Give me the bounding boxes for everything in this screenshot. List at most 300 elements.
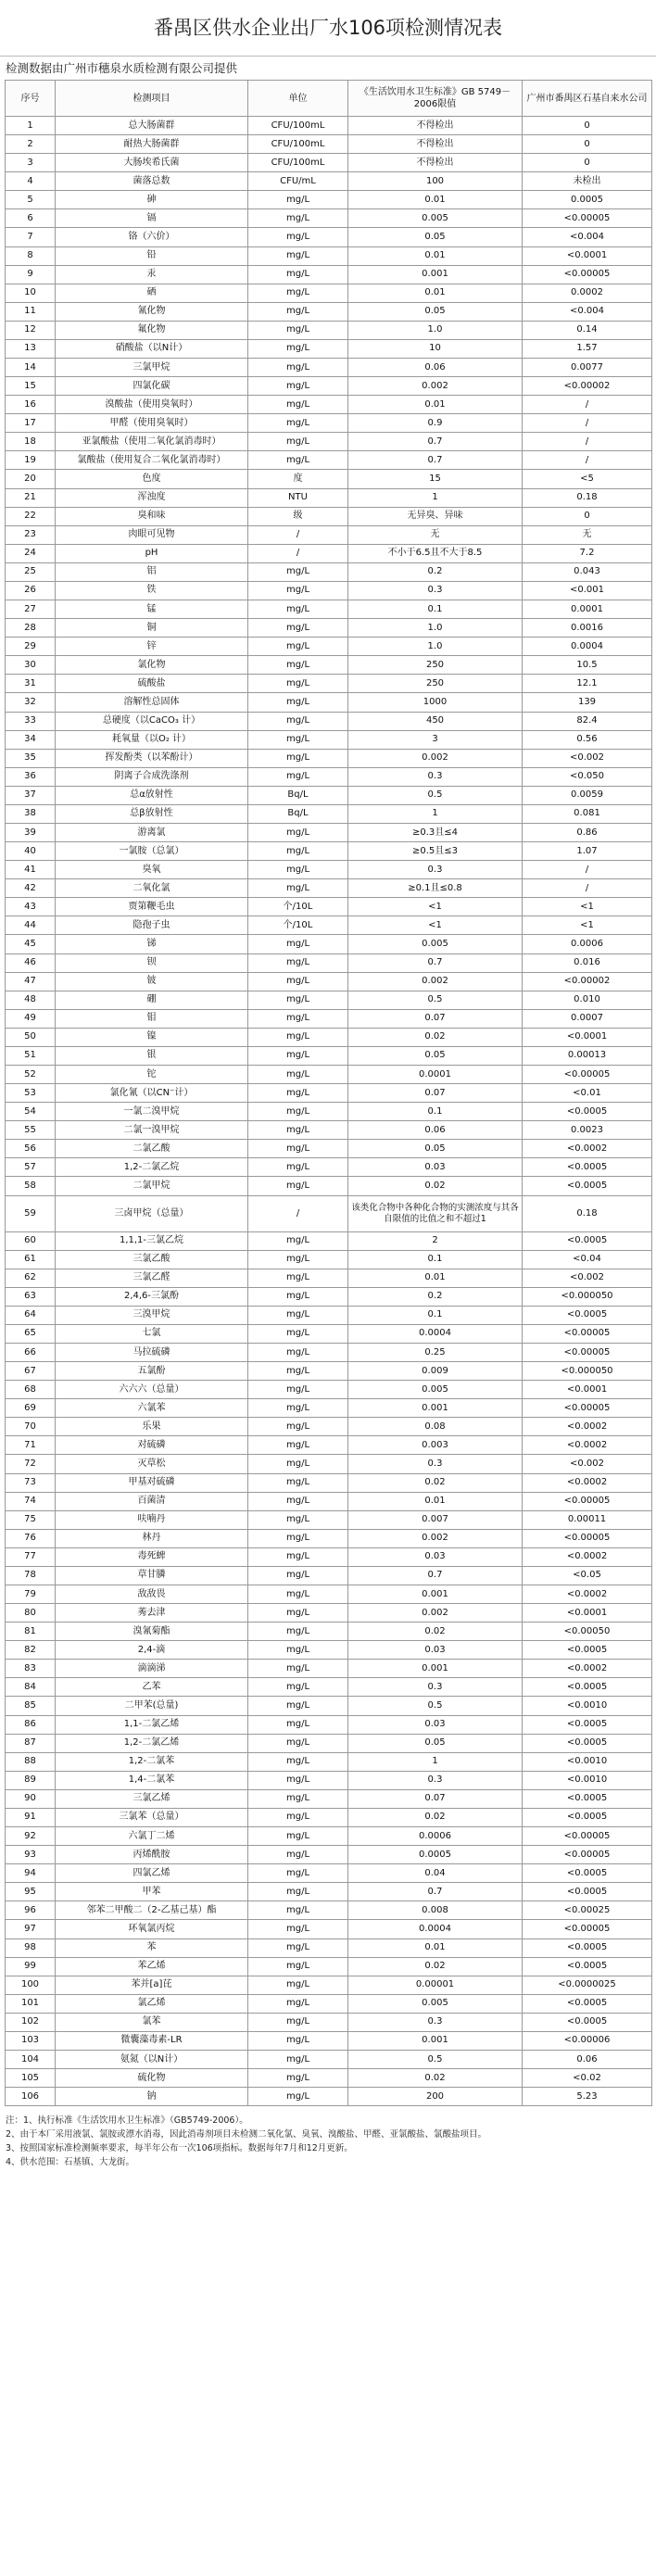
- test-result: 0: [523, 135, 652, 154]
- test-item: 马拉硫磷: [56, 1344, 248, 1362]
- table-row: [6, 600, 652, 619]
- standard-limit: 0.002: [348, 1604, 523, 1623]
- unit: mg/L: [248, 433, 348, 451]
- test-result: 0.18: [523, 488, 652, 507]
- unit: mg/L: [248, 1381, 348, 1399]
- unit: mg/L: [248, 1287, 348, 1306]
- test-item: 贾第鞭毛虫: [56, 898, 248, 916]
- row-number: 65: [6, 1324, 56, 1343]
- row-number: 45: [6, 935, 56, 953]
- test-item: 钼: [56, 1009, 248, 1028]
- test-result: 0.56: [523, 730, 652, 749]
- test-result: 0.043: [523, 562, 652, 581]
- table-row: [6, 1697, 652, 1715]
- unit: mg/L: [248, 1697, 348, 1715]
- row-number: 1: [6, 117, 56, 135]
- table-row: [6, 916, 652, 935]
- standard-limit: 不得检出: [348, 117, 523, 135]
- row-number: 80: [6, 1604, 56, 1623]
- unit: mg/L: [248, 1976, 348, 1994]
- test-result: <0.002: [523, 749, 652, 767]
- standard-limit: 1: [348, 1752, 523, 1771]
- standard-limit: 0.7: [348, 433, 523, 451]
- test-result: <0.0005: [523, 1103, 652, 1121]
- standard-limit: 0.001: [348, 1585, 523, 1604]
- row-number: 75: [6, 1510, 56, 1529]
- table-row: [6, 730, 652, 749]
- test-item: 三氯甲烷: [56, 359, 248, 377]
- table-row: [6, 1715, 652, 1734]
- test-result: 0.86: [523, 823, 652, 841]
- test-item: 总硬度（以CaCO₃ 计）: [56, 712, 248, 730]
- test-item: 四氯乙烯: [56, 1864, 248, 1883]
- test-item: 百菌清: [56, 1492, 248, 1510]
- table-row: [6, 2050, 652, 2068]
- table-row: [6, 544, 652, 562]
- test-result: <0.0002: [523, 1473, 652, 1492]
- test-result: /: [523, 451, 652, 470]
- row-number: 52: [6, 1065, 56, 1083]
- row-number: 23: [6, 525, 56, 544]
- row-number: 91: [6, 1808, 56, 1826]
- row-number: 70: [6, 1418, 56, 1436]
- unit: 个/10L: [248, 898, 348, 916]
- test-result: <0.00025: [523, 1901, 652, 1920]
- standard-limit: 0.007: [348, 1510, 523, 1529]
- standard-limit: 0.9: [348, 414, 523, 433]
- test-item: 甲醛（使用臭氧时）: [56, 414, 248, 433]
- test-result: <0.00005: [523, 265, 652, 284]
- unit: mg/L: [248, 953, 348, 972]
- row-number: 95: [6, 1883, 56, 1901]
- test-item: 敌敌畏: [56, 1585, 248, 1604]
- unit: NTU: [248, 488, 348, 507]
- test-item: 锰: [56, 600, 248, 619]
- test-result: <0.0005: [523, 1158, 652, 1177]
- unit: mg/L: [248, 2013, 348, 2031]
- table-row: [6, 1604, 652, 1623]
- test-item: 灭草松: [56, 1455, 248, 1473]
- row-number: 13: [6, 339, 56, 358]
- unit: mg/L: [248, 321, 348, 339]
- note-2: 2、由于本厂采用液氯、氯胺或漂水消毒，因此消毒剂项目未检测二氧化氯、臭氧、溴酸盐、甲醛、亚氯酸盐、氯酸盐项目。: [6, 2129, 487, 2140]
- standard-limit: 0.3: [348, 2013, 523, 2031]
- standard-limit: 0.7: [348, 451, 523, 470]
- standard-limit: 0.1: [348, 1306, 523, 1324]
- test-result: <0.0005: [523, 1678, 652, 1697]
- unit: mg/L: [248, 1547, 348, 1566]
- unit: mg/L: [248, 581, 348, 600]
- row-number: 67: [6, 1362, 56, 1381]
- standard-limit: 0.002: [348, 1529, 523, 1547]
- standard-limit: 200: [348, 2088, 523, 2106]
- standard-limit: 0.001: [348, 1660, 523, 1678]
- test-result: <0.00005: [523, 209, 652, 228]
- test-result: 1.57: [523, 339, 652, 358]
- test-result: 0.0023: [523, 1121, 652, 1140]
- unit: mg/L: [248, 1492, 348, 1510]
- unit: mg/L: [248, 693, 348, 712]
- table-row: [6, 1140, 652, 1158]
- test-item: 氨氮（以N计）: [56, 2050, 248, 2068]
- standard-limit: 100: [348, 172, 523, 191]
- test-item: 1,2-二氯乙烯: [56, 1734, 248, 1752]
- table-row: [6, 339, 652, 358]
- table-row: [6, 879, 652, 898]
- unit: mg/L: [248, 712, 348, 730]
- test-result: <0.00002: [523, 972, 652, 991]
- row-number: 30: [6, 656, 56, 675]
- test-result: 0.0077: [523, 359, 652, 377]
- data-source-line: 检测数据由广州市穗泉水质检测有限公司提供: [0, 56, 656, 80]
- row-number: 72: [6, 1455, 56, 1473]
- standard-limit: ≥0.1且≤0.8: [348, 879, 523, 898]
- row-number: 29: [6, 638, 56, 656]
- standard-limit: 0.07: [348, 1789, 523, 1808]
- standard-limit: 0.3: [348, 1678, 523, 1697]
- test-result: 0.18: [523, 1195, 652, 1231]
- test-result: <1: [523, 898, 652, 916]
- table-row: [6, 1009, 652, 1028]
- test-result: <0.00005: [523, 1827, 652, 1846]
- unit: /: [248, 1195, 348, 1231]
- test-item: 氯化氰（以CN⁻计）: [56, 1084, 248, 1103]
- test-result: <0.00050: [523, 1623, 652, 1641]
- unit: CFU/mL: [248, 172, 348, 191]
- row-number: 77: [6, 1547, 56, 1566]
- test-item: 1,1-二氯乙烯: [56, 1715, 248, 1734]
- unit: mg/L: [248, 228, 348, 246]
- table-row: [6, 209, 652, 228]
- table-row: [6, 712, 652, 730]
- table-row: [6, 1306, 652, 1324]
- table-row: [6, 117, 652, 135]
- table-row: [6, 1418, 652, 1436]
- table-row: [6, 935, 652, 953]
- standard-limit: 无异臭、异味: [348, 507, 523, 525]
- standard-limit: 0.05: [348, 1734, 523, 1752]
- row-number: 68: [6, 1381, 56, 1399]
- table-row: [6, 842, 652, 861]
- test-item: 1,1,1-三氯乙烷: [56, 1231, 248, 1250]
- row-number: 62: [6, 1269, 56, 1287]
- test-item: 大肠埃希氏菌: [56, 154, 248, 172]
- row-number: 19: [6, 451, 56, 470]
- table-row: [6, 1883, 652, 1901]
- table-row: [6, 1808, 652, 1826]
- row-number: 97: [6, 1920, 56, 1938]
- row-number: 14: [6, 359, 56, 377]
- standard-limit: 0.03: [348, 1547, 523, 1566]
- table-row: [6, 1994, 652, 2013]
- row-number: 11: [6, 302, 56, 321]
- unit: mg/L: [248, 2031, 348, 2050]
- test-result: <0.02: [523, 2069, 652, 2088]
- test-result: /: [523, 396, 652, 414]
- row-number: 44: [6, 916, 56, 935]
- row-number: 36: [6, 767, 56, 786]
- note-1: 注：1、执行标准《生活饮用水卫生标准》（GB5749-2006）。: [6, 2115, 248, 2127]
- table-row: [6, 1957, 652, 1976]
- unit: mg/L: [248, 265, 348, 284]
- unit: 级: [248, 507, 348, 525]
- test-item: 硫化物: [56, 2069, 248, 2088]
- test-item: 二氯一溴甲烷: [56, 1121, 248, 1140]
- test-item: 溴氰菊酯: [56, 1623, 248, 1641]
- unit: mg/L: [248, 1752, 348, 1771]
- unit: mg/L: [248, 1177, 348, 1195]
- test-item: 汞: [56, 265, 248, 284]
- table-row: [6, 1901, 652, 1920]
- test-result: <0.0001: [523, 246, 652, 265]
- standard-limit: 10: [348, 339, 523, 358]
- standard-limit: 0.002: [348, 377, 523, 396]
- standard-limit: 3: [348, 730, 523, 749]
- row-number: 84: [6, 1678, 56, 1697]
- table-row: [6, 1641, 652, 1660]
- unit: Bq/L: [248, 804, 348, 823]
- table-row: [6, 1734, 652, 1752]
- unit: mg/L: [248, 1920, 348, 1938]
- standard-limit: 0.03: [348, 1158, 523, 1177]
- test-result: <0.0005: [523, 2013, 652, 2031]
- test-result: <0.0010: [523, 1697, 652, 1715]
- unit: mg/L: [248, 1883, 348, 1901]
- test-result: /: [523, 433, 652, 451]
- unit: CFU/100mL: [248, 117, 348, 135]
- standard-limit: 0.1: [348, 1250, 523, 1269]
- standard-limit: 0.0001: [348, 1065, 523, 1083]
- row-number: 26: [6, 581, 56, 600]
- test-result: <0.0005: [523, 1883, 652, 1901]
- standard-limit: 0.009: [348, 1362, 523, 1381]
- row-number: 37: [6, 786, 56, 804]
- test-result: 0.010: [523, 991, 652, 1009]
- table-row: [6, 1920, 652, 1938]
- standard-limit: 0.00001: [348, 1976, 523, 1994]
- standard-limit: 0.07: [348, 1084, 523, 1103]
- table-row: [6, 359, 652, 377]
- test-result: <0.0002: [523, 1585, 652, 1604]
- test-item: 肉眼可见物: [56, 525, 248, 544]
- test-result: <0.00005: [523, 1846, 652, 1864]
- table-row: [6, 321, 652, 339]
- standard-limit: 250: [348, 656, 523, 675]
- row-number: 10: [6, 284, 56, 302]
- table-row: [6, 1529, 652, 1547]
- standard-limit: 250: [348, 675, 523, 693]
- standard-limit: 0.02: [348, 1177, 523, 1195]
- test-item: 苯乙烯: [56, 1957, 248, 1976]
- standard-limit: 0.3: [348, 1455, 523, 1473]
- row-number: 48: [6, 991, 56, 1009]
- unit: mg/L: [248, 1250, 348, 1269]
- test-result: 0.00013: [523, 1046, 652, 1065]
- standard-limit: 0.001: [348, 265, 523, 284]
- test-item: 钠: [56, 2088, 248, 2106]
- test-result: 0.0007: [523, 1009, 652, 1028]
- row-number: 40: [6, 842, 56, 861]
- table-row: [6, 1287, 652, 1306]
- unit: mg/L: [248, 1455, 348, 1473]
- standard-limit: 0.03: [348, 1641, 523, 1660]
- test-item: 银: [56, 1046, 248, 1065]
- standard-limit: 0.08: [348, 1418, 523, 1436]
- standard-limit: 0.03: [348, 1715, 523, 1734]
- standard-limit: 0.05: [348, 228, 523, 246]
- test-item: 氯酸盐（使用复合二氧化氯消毒时）: [56, 451, 248, 470]
- unit: mg/L: [248, 396, 348, 414]
- test-result: 10.5: [523, 656, 652, 675]
- test-item: 一氯胺（总氯）: [56, 842, 248, 861]
- unit: mg/L: [248, 730, 348, 749]
- row-number: 43: [6, 898, 56, 916]
- unit: mg/L: [248, 1660, 348, 1678]
- test-result: <0.0005: [523, 1808, 652, 1826]
- table-row: [6, 488, 652, 507]
- row-number: 49: [6, 1009, 56, 1028]
- test-result: 0: [523, 117, 652, 135]
- table-row: [6, 1623, 652, 1641]
- standard-limit: 1: [348, 488, 523, 507]
- unit: mg/L: [248, 1864, 348, 1883]
- standard-limit: 1: [348, 804, 523, 823]
- test-result: 139: [523, 693, 652, 712]
- row-number: 20: [6, 470, 56, 488]
- table-row: [6, 1381, 652, 1399]
- table-row: [6, 1678, 652, 1697]
- unit: mg/L: [248, 246, 348, 265]
- standard-limit: 0.005: [348, 1381, 523, 1399]
- unit: mg/L: [248, 302, 348, 321]
- test-item: 游离氯: [56, 823, 248, 841]
- test-item: 亚氯酸盐（使用二氧化氯消毒时）: [56, 433, 248, 451]
- test-item: 阴离子合成洗涤剂: [56, 767, 248, 786]
- test-result: 0.14: [523, 321, 652, 339]
- test-item: pH: [56, 544, 248, 562]
- unit: mg/L: [248, 1529, 348, 1547]
- standard-limit: 0.0005: [348, 1846, 523, 1864]
- test-result: 0.0005: [523, 191, 652, 209]
- test-item: 二氧化氯: [56, 879, 248, 898]
- test-item: 菌落总数: [56, 172, 248, 191]
- test-item: 总β放射性: [56, 804, 248, 823]
- table-row: [6, 396, 652, 414]
- standard-limit: 450: [348, 712, 523, 730]
- test-item: 氟化物: [56, 321, 248, 339]
- table-row: [6, 1362, 652, 1381]
- test-result: 0.016: [523, 953, 652, 972]
- unit: mg/L: [248, 1046, 348, 1065]
- standard-limit: 0.005: [348, 1994, 523, 2013]
- standard-limit: 不得检出: [348, 154, 523, 172]
- standard-limit: 0.02: [348, 1028, 523, 1046]
- test-item: 滴滴涕: [56, 1660, 248, 1678]
- unit: mg/L: [248, 972, 348, 991]
- test-result: 0.0002: [523, 284, 652, 302]
- unit: mg/L: [248, 1771, 348, 1789]
- standard-limit: 0.06: [348, 1121, 523, 1140]
- test-result: 无: [523, 525, 652, 544]
- unit: mg/L: [248, 1269, 348, 1287]
- row-number: 47: [6, 972, 56, 991]
- unit: mg/L: [248, 1121, 348, 1140]
- test-item: 莠去津: [56, 1604, 248, 1623]
- table-row: [6, 1510, 652, 1529]
- standard-limit: 0.01: [348, 1938, 523, 1957]
- test-item: 臭和味: [56, 507, 248, 525]
- test-item: 二甲苯(总量): [56, 1697, 248, 1715]
- unit: mg/L: [248, 1938, 348, 1957]
- row-number: 96: [6, 1901, 56, 1920]
- table-row: [6, 377, 652, 396]
- unit: Bq/L: [248, 786, 348, 804]
- table-row: [6, 1399, 652, 1418]
- unit: mg/L: [248, 638, 348, 656]
- table-row: [6, 1771, 652, 1789]
- test-item: 铅: [56, 246, 248, 265]
- test-result: <0.0001: [523, 1028, 652, 1046]
- table-row: [6, 2031, 652, 2050]
- test-item: 浑浊度: [56, 488, 248, 507]
- test-result: 0: [523, 154, 652, 172]
- standard-limit: ≥0.5且≤3: [348, 842, 523, 861]
- table-row: [6, 265, 652, 284]
- test-item: 1,4-二氯苯: [56, 1771, 248, 1789]
- table-row: [6, 1789, 652, 1808]
- header-item: 检测项目: [56, 81, 248, 117]
- unit: mg/L: [248, 562, 348, 581]
- standard-limit: 0.3: [348, 767, 523, 786]
- unit: mg/L: [248, 749, 348, 767]
- table-body: [6, 117, 652, 2106]
- unit: mg/L: [248, 1009, 348, 1028]
- table-row: [6, 1660, 652, 1678]
- page-title: 番禺区供水企业出厂水106项检测情况表: [153, 17, 503, 39]
- standard-limit: 0.008: [348, 1901, 523, 1920]
- row-number: 31: [6, 675, 56, 693]
- test-result: <0.0005: [523, 1789, 652, 1808]
- test-result: <0.04: [523, 1250, 652, 1269]
- standard-limit: 0.3: [348, 1771, 523, 1789]
- row-number: 16: [6, 396, 56, 414]
- row-number: 39: [6, 823, 56, 841]
- test-item: 草甘膦: [56, 1566, 248, 1585]
- table-row: [6, 1028, 652, 1046]
- unit: mg/L: [248, 1324, 348, 1343]
- row-number: 66: [6, 1344, 56, 1362]
- table-row: [6, 135, 652, 154]
- test-item: 耐热大肠菌群: [56, 135, 248, 154]
- table-row: [6, 1752, 652, 1771]
- unit: mg/L: [248, 991, 348, 1009]
- standard-limit: 0.005: [348, 935, 523, 953]
- row-number: 73: [6, 1473, 56, 1492]
- table-row: [6, 470, 652, 488]
- unit: mg/L: [248, 1103, 348, 1121]
- unit: mg/L: [248, 1510, 348, 1529]
- test-item: 臭氧: [56, 861, 248, 879]
- unit: mg/L: [248, 1140, 348, 1158]
- test-item: 色度: [56, 470, 248, 488]
- standard-limit: 0.01: [348, 284, 523, 302]
- test-item: 林丹: [56, 1529, 248, 1547]
- test-result: 0.0001: [523, 600, 652, 619]
- row-number: 102: [6, 2013, 56, 2031]
- table-row: [6, 1846, 652, 1864]
- row-number: 22: [6, 507, 56, 525]
- test-result: 12.1: [523, 675, 652, 693]
